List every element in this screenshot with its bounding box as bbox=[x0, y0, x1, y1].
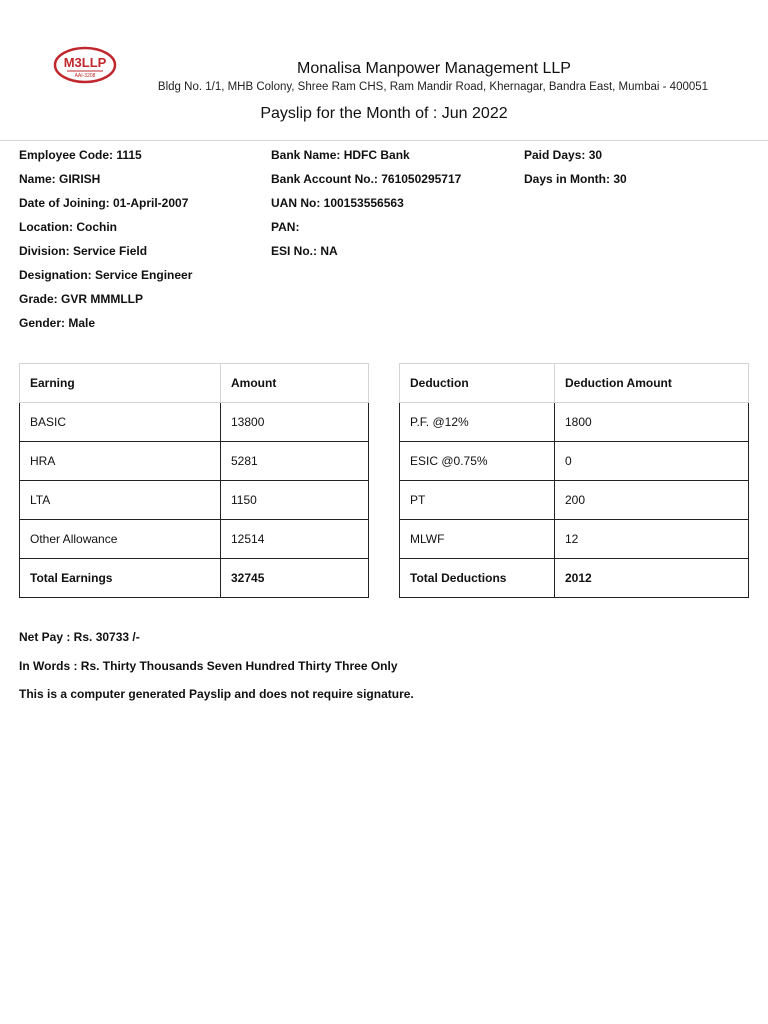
payslip-title: Payslip for the Month of : Jun 2022 bbox=[260, 105, 508, 122]
deduction-label: ESIC @0.75% bbox=[400, 442, 555, 481]
earnings-table bbox=[19, 363, 369, 598]
logo-subtext: AAI-3208 bbox=[74, 73, 96, 79]
table-row bbox=[400, 442, 749, 481]
earning-amount: 13800 bbox=[221, 403, 369, 442]
total-earnings-row bbox=[20, 559, 369, 598]
amount-header: Amount bbox=[221, 364, 369, 403]
employee-name: Name: GIRISH bbox=[19, 172, 101, 186]
bank-name: Bank Name: HDFC Bank bbox=[271, 148, 410, 162]
earning-label: LTA bbox=[20, 481, 221, 520]
deduction-amount: 12 bbox=[555, 520, 749, 559]
total-earnings-label: Total Earnings bbox=[20, 559, 221, 598]
deduction-amount: 1800 bbox=[555, 403, 749, 442]
paid-days: Paid Days: 30 bbox=[524, 148, 603, 162]
header-divider bbox=[0, 140, 768, 141]
uan-no: UAN No: 100153556563 bbox=[271, 196, 404, 210]
deduction-label: P.F. @12% bbox=[400, 403, 555, 442]
pan: PAN: bbox=[271, 220, 300, 234]
employee-code: Employee Code: 1115 bbox=[19, 148, 142, 162]
deductions-table bbox=[399, 363, 749, 598]
total-deductions-label: Total Deductions bbox=[400, 559, 555, 598]
earning-amount: 1150 bbox=[221, 481, 369, 520]
location: Location: Cochin bbox=[19, 220, 117, 234]
net-pay: Net Pay : Rs. 30733 /- bbox=[19, 630, 140, 644]
table-row bbox=[20, 520, 369, 559]
days-in-month: Days in Month: 30 bbox=[524, 172, 627, 186]
date-of-joining: Date of Joining: 01-April-2007 bbox=[19, 196, 189, 210]
table-row bbox=[20, 442, 369, 481]
table-row bbox=[20, 481, 369, 520]
bank-account-no: Bank Account No.: 761050295717 bbox=[271, 172, 462, 186]
deduction-amount: 200 bbox=[555, 481, 749, 520]
division: Division: Service Field bbox=[19, 244, 148, 258]
logo-text: M3LLP bbox=[63, 55, 107, 70]
total-deductions-amount: 2012 bbox=[555, 559, 749, 598]
earning-amount: 12514 bbox=[221, 520, 369, 559]
deduction-amount-header: Deduction Amount bbox=[555, 364, 749, 403]
total-deductions-row bbox=[400, 559, 749, 598]
grade: Grade: GVR MMMLLP bbox=[19, 292, 144, 306]
deduction-amount: 0 bbox=[555, 442, 749, 481]
deductions-header-row bbox=[400, 364, 749, 403]
net-pay-in-words: In Words : Rs. Thirty Thousands Seven Hundred Thirty Three Only bbox=[19, 659, 398, 673]
gender: Gender: Male bbox=[19, 316, 96, 330]
earning-label: Other Allowance bbox=[20, 520, 221, 559]
company-address: Bldg No. 1/1, MHB Colony, Shree Ram CHS, Ram Mandir Road, Khernagar, Bandra East, Mumbai - 400051 bbox=[157, 81, 709, 93]
earnings-header-row bbox=[20, 364, 369, 403]
esi-no: ESI No.: NA bbox=[271, 244, 338, 258]
earning-label: BASIC bbox=[20, 403, 221, 442]
table-row bbox=[400, 481, 749, 520]
earning-header: Earning bbox=[20, 364, 221, 403]
table-row bbox=[20, 403, 369, 442]
designation: Designation: Service Engineer bbox=[19, 268, 193, 282]
deduction-label: MLWF bbox=[400, 520, 555, 559]
computer-generated-note: This is a computer generated Payslip and does not require signature. bbox=[19, 687, 414, 701]
deduction-header: Deduction bbox=[400, 364, 555, 403]
table-row bbox=[400, 403, 749, 442]
earning-amount: 5281 bbox=[221, 442, 369, 481]
table-row bbox=[400, 520, 749, 559]
company-name: Monalisa Manpower Management LLP bbox=[297, 60, 571, 77]
earning-label: HRA bbox=[20, 442, 221, 481]
deduction-label: PT bbox=[400, 481, 555, 520]
total-earnings-amount: 32745 bbox=[221, 559, 369, 598]
